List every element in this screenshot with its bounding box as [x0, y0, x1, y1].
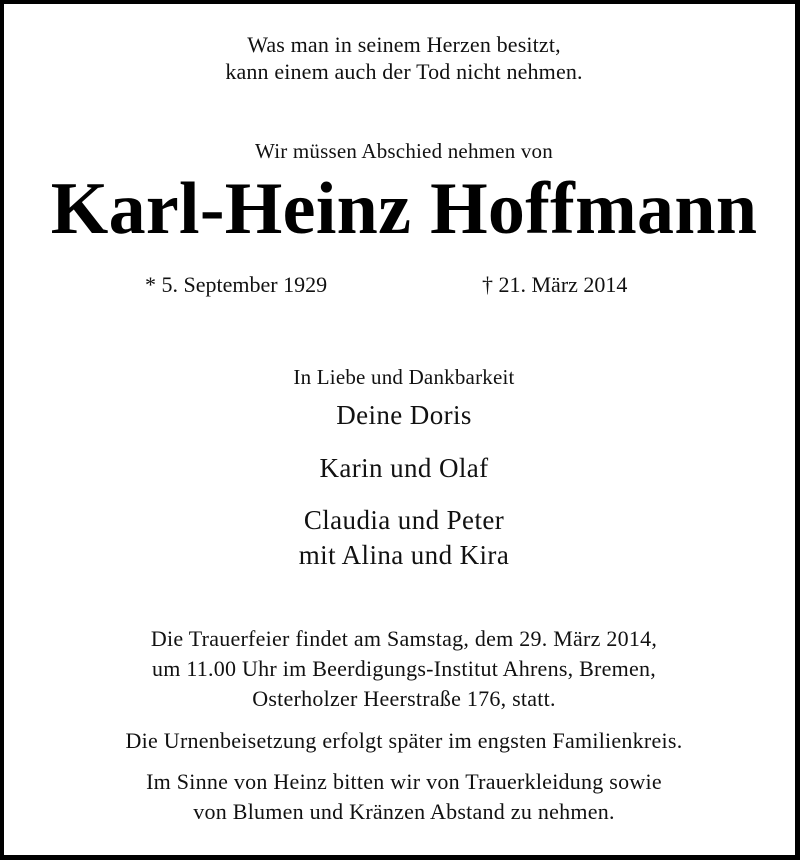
service-line-3: Osterholzer Heerstraße 176, statt.	[252, 686, 556, 711]
urn-burial-note: Die Urnenbeisetzung erfolgt später im engsten Familienkreis.	[125, 728, 683, 753]
farewell-intro: Wir müssen Abschied nehmen von	[255, 139, 553, 163]
family-line-4: mit Alina und Kira	[298, 540, 510, 570]
quote-line-1: Was man in seinem Herzen besitzt,	[247, 32, 561, 57]
birth-date: * 5. September 1929	[145, 272, 328, 297]
request-line-2: von Blumen und Kränzen Abstand zu nehmen.	[193, 799, 615, 824]
deceased-name: Karl-Heinz Hoffmann	[50, 168, 758, 250]
request-line-1: Im Sinne von Heinz bitten wir von Trauerkleidung sowie	[146, 769, 662, 794]
family-line-3: Claudia und Peter	[303, 505, 505, 535]
service-line-1: Die Trauerfeier findet am Samstag, dem 29. März 2014,	[150, 626, 658, 651]
greeting: In Liebe und Dankbarkeit	[293, 365, 515, 389]
family-line-2: Karin und Olaf	[319, 453, 489, 483]
death-date: † 21. März 2014	[482, 272, 628, 297]
family-line-1: Deine Doris	[336, 400, 472, 430]
quote-line-2: kann einem auch der Tod nicht nehmen.	[225, 59, 583, 84]
service-line-2: um 11.00 Uhr im Beerdigungs-Institut Ahrens, Bremen,	[151, 656, 657, 681]
